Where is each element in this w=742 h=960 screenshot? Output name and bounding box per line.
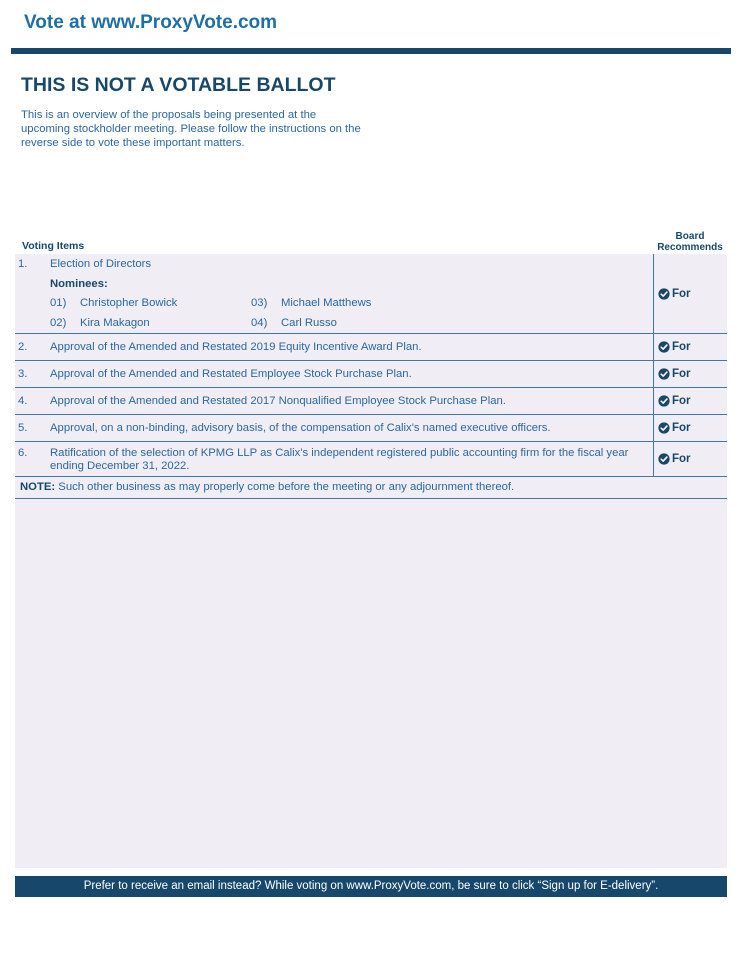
check-circle-icon: [658, 453, 670, 465]
recommendation-label: For: [672, 287, 691, 300]
voting-item-row: [15, 415, 727, 442]
board-recommends-line1: Board: [675, 231, 705, 242]
ballot-notice-title: THIS IS NOT A VOTABLE BALLOT: [21, 74, 336, 96]
recommendation-for: [658, 453, 691, 465]
recommendation-label: For: [672, 395, 691, 407]
check-circle-icon: [658, 368, 670, 380]
note-text: [20, 481, 514, 493]
recommendation-for: [658, 422, 691, 434]
item-text: Approval of the Amended and Restated Employee Stock Purchase Plan.: [50, 368, 412, 380]
note-row: [15, 477, 727, 499]
voting-items-panel: [15, 254, 727, 868]
item-number: 2.: [18, 341, 28, 353]
nominee-name: Kira Makagon: [80, 317, 150, 329]
voting-item-row: [15, 254, 727, 334]
item-number: 6.: [18, 447, 28, 459]
recommendation-label: For: [672, 422, 691, 434]
voting-item-row: [15, 442, 727, 477]
recommendation-for: [658, 368, 691, 380]
nominees-label: Nominees:: [50, 278, 108, 290]
recommendation-cell: [653, 254, 727, 333]
recommendation-label: For: [672, 341, 691, 353]
nominee-item: [251, 317, 337, 329]
recommendation-cell: [653, 334, 727, 360]
nominee-item: [251, 297, 371, 309]
recommendation-label: For: [672, 368, 691, 380]
recommendation-for: [658, 395, 691, 407]
ballot-intro-text: This is an overview of the proposals being presented at the upcoming stockholder meeting. Please follow the instructions on the reverse side to vote these important matters.: [21, 109, 361, 149]
nominee-name: Michael Matthews: [281, 297, 372, 309]
recommendation-for: [658, 341, 691, 353]
page-header-title: Vote at www.ProxyVote.com: [24, 12, 278, 33]
check-circle-icon: [658, 395, 670, 407]
nominee-name: Carl Russo: [281, 317, 337, 329]
recommendation-label: For: [672, 453, 691, 465]
nominee-item: [50, 297, 177, 309]
board-recommends-header: [654, 231, 726, 253]
item-text: Election of Directors: [50, 258, 152, 270]
header-rule: [11, 48, 731, 54]
item-number: 5.: [18, 422, 28, 434]
note-label: NOTE:: [20, 481, 56, 493]
item-number: 4.: [18, 395, 28, 407]
recommendation-cell: [653, 361, 727, 387]
voting-item-row: [15, 361, 727, 388]
nominee-item: [50, 317, 150, 329]
check-circle-icon: [658, 341, 670, 353]
board-recommends-line2: Recommends: [657, 242, 723, 253]
item-text: Approval of the Amended and Restated 2017 Nonqualified Employee Stock Purchase Plan.: [50, 395, 506, 407]
note-body: Such other business as may properly come before the meeting or any adjournment thereof.: [55, 481, 515, 493]
check-circle-icon: [658, 288, 670, 300]
edelivery-banner: Prefer to receive an email instead? While voting on www.ProxyVote.com, be sure to click “Sign up for E-delivery”.: [15, 876, 727, 897]
item-number: 1.: [18, 258, 28, 270]
item-text: Approval, on a non-binding, advisory basis, of the compensation of Calix's named executive officers.: [50, 422, 551, 434]
recommendation-cell: [653, 415, 727, 441]
recommendation-cell: [653, 442, 727, 476]
item-text: Ratification of the selection of KPMG LLP as Calix's independent registered public accounting firm for the fiscal year ending December 31, 2022.: [50, 447, 629, 472]
recommendation-cell: [653, 388, 727, 414]
recommendation-for: [658, 288, 691, 300]
check-circle-icon: [658, 422, 670, 434]
nominee-name: Christopher Bowick: [80, 297, 178, 309]
nominee-number: 02): [50, 317, 67, 329]
item-text: Approval of the Amended and Restated 2019 Equity Incentive Award Plan.: [50, 341, 422, 353]
item-number: 3.: [18, 368, 28, 380]
voting-item-row: [15, 388, 727, 415]
voting-items-header: Voting Items: [22, 240, 85, 252]
nominee-number: 03): [251, 297, 268, 309]
nominee-number: 04): [251, 317, 268, 329]
nominee-number: 01): [50, 297, 67, 309]
voting-item-row: [15, 334, 727, 361]
